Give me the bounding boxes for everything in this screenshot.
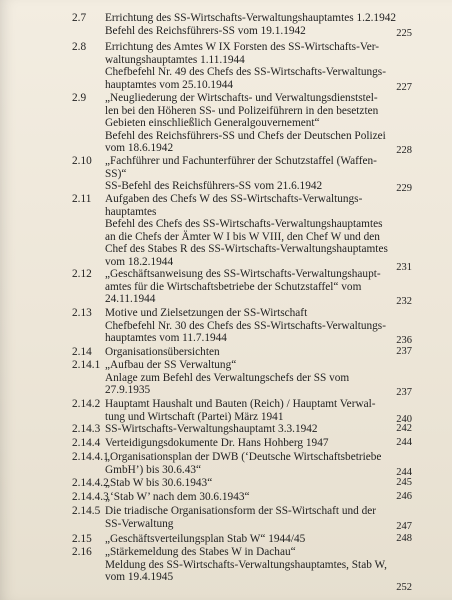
toc-entry-line: „Fachführer und Fachunterführer der Schutzstaffel (Waffen- xyxy=(105,155,377,167)
toc-entry-line: Gebieten einschließlich Generalgouvernement“ xyxy=(105,117,320,130)
toc-entry-line: hauptamtes xyxy=(105,205,157,218)
toc-entry-line: „Stab W bis 30.6.1943“ xyxy=(105,477,213,489)
toc-entry-line: Errichtung des Amtes W IX Forsten des SS-Wirtschafts-Ver- xyxy=(105,41,380,53)
toc-page-number: 237 xyxy=(396,346,412,357)
toc-page-number: 247 xyxy=(396,520,412,532)
toc-entry-line: „Organisationsplan der DWB (‘Deutsche Wirtschaftsbetriebe xyxy=(105,451,382,463)
toc-page-number: 236 xyxy=(396,335,412,347)
toc-page-number: 225 xyxy=(396,27,412,39)
toc-entry-number: 2.13 xyxy=(72,307,92,319)
toc-page-number: 248 xyxy=(396,533,412,544)
toc-page-number: 232 xyxy=(396,296,412,308)
toc-entry-number: 2.14.4.1 xyxy=(72,451,109,463)
toc-entry-line: vom 18.6.1942 xyxy=(105,142,174,155)
toc-entry-line: GmbH’) bis 30.6.43“ xyxy=(105,463,202,476)
toc-entry-line: SS-Verwaltung xyxy=(105,517,174,530)
toc-entry-number: 2.14.2 xyxy=(72,398,101,410)
toc-entry-line: an die Chefs der Ämter W I bis W VIII, den Chef W und den xyxy=(105,230,380,243)
toc-entry-line: tung und Wirtschaft (Partei) März 1941 xyxy=(105,410,284,423)
toc-entry-line: Befehl des Chefs des SS-Wirtschafts-Verwaltungshauptamtes xyxy=(105,218,383,231)
toc-page-number: 242 xyxy=(396,423,412,434)
toc-entry-line: Chefbefehl Nr. 49 des Chefs des SS-Wirtschafts-Verwaltungs- xyxy=(105,66,386,79)
toc-entry-line: Anlage zum Befehl des Verwaltungschefs der SS vom xyxy=(105,371,350,384)
toc-entry-line: Hauptamt Haushalt und Bauten (Reich) / Hauptamt Verwal- xyxy=(105,398,376,410)
toc-page-number: 227 xyxy=(396,81,412,93)
toc-entry-number: 2.14.3 xyxy=(72,423,101,435)
toc-entry-number: 2.14.4 xyxy=(72,437,101,449)
toc-entry-number: 2.9 xyxy=(72,92,87,104)
toc-entry-number: 2.16 xyxy=(72,546,92,558)
toc-entry-line: waltungshauptamtes 1.11.1944 xyxy=(105,53,245,66)
toc-entry-line: hauptamtes vom 11.7.1944 xyxy=(105,332,227,345)
toc-entry-number: 2.7 xyxy=(72,12,87,24)
toc-page-number: 245 xyxy=(396,477,412,488)
toc-entry-line: „Geschäftsanweisung des SS-Wirtschafts-Verwaltungshaupt- xyxy=(105,268,381,280)
toc-page-number: 231 xyxy=(396,262,412,273)
toc-entry-number: 2.14.4.3 xyxy=(72,491,109,503)
toc-entry-line: Organisationsübersichten xyxy=(105,346,220,358)
toc-entry-line: amtes für die Wirtschaftsbetriebe der Schutzstaffel“ vom xyxy=(105,280,362,293)
toc-entry-number: 2.14.5 xyxy=(72,505,101,517)
toc-page-number: 246 xyxy=(396,491,412,502)
toc-page-number: 237 xyxy=(396,387,412,399)
toc-entry-line: len bei den Höheren SS- und Polizeiführern in den besetzten xyxy=(105,104,379,117)
toc-page-number: 244 xyxy=(396,437,412,448)
toc-entry-number: 2.14.4.2 xyxy=(72,477,109,489)
toc-entry-line: Aufgaben des Chefs W des SS-Wirtschafts-Verwaltungs- xyxy=(105,193,363,205)
toc-entry-line: „Geschäftsverteilungsplan Stab W“ 1944/45 xyxy=(105,533,306,545)
toc-entry-line: vom 18.2.1944 xyxy=(105,256,174,268)
toc-entry-line: Errichtung des SS-Wirtschafts-Verwaltungshauptamtes 1.2.1942 xyxy=(105,12,397,24)
toc-entry-number: 2.10 xyxy=(72,155,92,167)
toc-entry-line: hauptamtes vom 25.10.1944 xyxy=(105,78,234,91)
toc-entry-line: SS-Wirtschafts-Verwaltungshauptamt 3.3.1942 xyxy=(105,423,318,435)
toc-entry-number: 2.15 xyxy=(72,533,92,545)
toc-entry-line: „Aufbau der SS Verwaltung“ xyxy=(105,359,237,371)
toc-entry-line: Die triadische Organisationsform der SS-Wirtschaft und der xyxy=(105,505,377,517)
toc-entry-line: SS-Befehl des Reichsführers-SS vom 21.6.1942 xyxy=(105,180,323,193)
toc-entry-line: „‘Stab W’ nach dem 30.6.1943“ xyxy=(105,491,250,503)
toc-page-number: 228 xyxy=(396,145,412,157)
toc-entry-line: „Neugliederung der Wirtschafts- und Verwaltungsdienststel- xyxy=(105,92,378,104)
toc-page-number: 229 xyxy=(396,183,412,195)
toc-entry-line: SS)“ xyxy=(105,167,127,180)
toc-entry-line: „Stärkemeldung des Stabes W in Dachau“ xyxy=(105,546,296,558)
toc-entry-line: vom 19.4.1945 xyxy=(105,571,174,584)
toc-entry-line: Chefbefehl Nr. 30 des Chefs des SS-Wirtschafts-Verwaltungs- xyxy=(105,319,386,332)
toc-entry-line: Befehl des Reichsführers-SS und Chefs der Deutschen Polizei xyxy=(105,129,386,142)
toc-entry-line: Meldung des SS-Wirtschafts-Verwaltungshauptamtes, Stab W, xyxy=(105,558,387,571)
toc-entry-number: 2.11 xyxy=(72,193,92,205)
toc-entry-line: Verteidigungsdokumente Dr. Hans Hohberg 1947 xyxy=(105,437,329,449)
toc-entry-number: 2.14.1 xyxy=(72,359,101,371)
toc-entry-line: Befehl des Reichsführers-SS vom 19.1.1942 xyxy=(105,24,306,37)
toc-page-number: 244 xyxy=(396,466,412,478)
toc-page-number: 240 xyxy=(396,413,412,425)
toc-entry-number: 2.14 xyxy=(72,346,92,358)
toc-entry-number: 2.12 xyxy=(72,268,92,280)
toc-entry-line: Motive und Zielsetzungen der SS-Wirtschaft xyxy=(105,307,308,319)
toc-entry-number: 2.8 xyxy=(72,41,87,53)
toc-entry-line: 24.11.1944 xyxy=(105,293,156,306)
toc-page-number: 252 xyxy=(396,582,412,594)
toc-entry-line: 27.9.1935 xyxy=(105,384,151,397)
toc-entry-line: Chef des Stabes R des SS-Wirtschafts-Verwaltungshauptamtes xyxy=(105,243,388,256)
